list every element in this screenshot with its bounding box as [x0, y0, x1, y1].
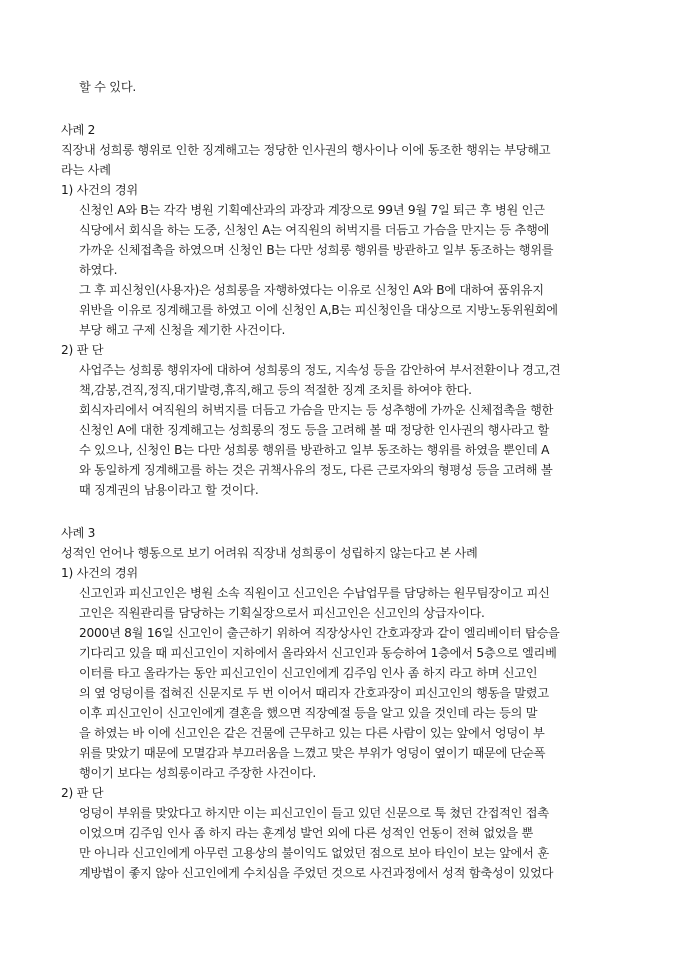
case3-facts-line: 을 하였는 바 이에 신고인은 같은 건물에 근무하고 있는 다른 사람이 있는 앞에서 엉덩이 부	[79, 726, 545, 740]
case2-judgment-line: 사업주는 성희롱 행위자에 대하여 성희롱의 정도, 지속성 등을 감안하여 부서전환이나 경고,견	[79, 363, 561, 377]
case3-facts-line: 신고인과 피신고인은 병원 소속 직원이고 신고인은 수납업무를 담당하는 원무팀장이고 피신	[79, 586, 550, 600]
case2-judgment-line: 신청인 A에 대한 징계해고는 성희롱의 정도 등을 고려해 볼 때 정당한 인사권의 행사라고 할	[79, 423, 550, 437]
case3-judgment-line: 엉덩이 부위를 맞았다고 하지만 이는 피신고인이 들고 있던 신문으로 툭 쳤던 간접적인 접촉	[79, 806, 549, 820]
case3-facts-heading: 1) 사건의 경위	[61, 566, 138, 580]
case2-facts-line: 신청인 A와 B는 각각 병원 기획예산과의 과장과 계장으로 99년 9월 7일 퇴근 후 병원 인근	[79, 203, 545, 217]
case3-facts-line: 기다리고 있을 때 피신고인이 지하에서 올라와서 신고인과 동승하여 1층에서 5층으로 엘리베	[79, 646, 557, 660]
case3-judgment-line: 이었으며 김주임 인사 좀 하지 라는 훈계성 발언 외에 다른 성적인 언동이 전혀 없었을 뿐	[79, 826, 534, 840]
case2-judgment-line: 회식자리에서 여직원의 허벅지를 더듬고 가슴을 만지는 등 성추행에 가까운 신체접촉을 행한	[79, 403, 554, 417]
case2-title: 사례 2	[61, 123, 96, 137]
case2-judgment-line: 와 동일하게 징계해고를 하는 것은 귀책사유의 정도, 다른 근로자와의 형평성 등을 고려해 볼	[79, 463, 553, 477]
case2-summary-line: 직장내 성희롱 행위로 인한 징계해고는 정당한 인사권의 행사이나 이에 동조한 행위는 부당해고	[61, 143, 551, 157]
case2-facts-line: 식당에서 회식을 하는 도중, 신청인 A는 여직원의 허벅지를 더듬고 가슴을 만지는 등 추행에	[79, 223, 550, 237]
case3-judgment-heading: 2) 판 단	[61, 786, 104, 800]
case2-facts-line: 부당 해고 구제 신청을 제기한 사건이다.	[79, 323, 286, 337]
case2-judgment-heading: 2) 판 단	[61, 343, 104, 357]
case3-judgment-line: 만 아니라 신고인에게 아무런 고용상의 불이익도 없었던 점으로 보아 타인이 보는 앞에서 훈	[79, 846, 549, 860]
case3-facts-line: 의 옆 엉덩이를 접혀진 신문지로 두 번 이어서 때리자 간호과장이 피신고인의 행동을 말렸고	[79, 686, 549, 700]
case3-judgment-line: 계방법이 좋지 않아 신고인에게 수치심을 주었던 것으로 사건과정에서 성적 함축성이 있었다	[79, 866, 554, 880]
case3-facts-line: 행이기 보다는 성희롱이라고 주장한 사건이다.	[79, 766, 317, 780]
case3-facts-line: 고인은 직원관리를 담당하는 기획실장으로서 피신고인은 신고인의 상급자이다.	[79, 606, 485, 620]
continuation-line: 할 수 있다.	[79, 80, 136, 94]
case3-facts-line: 2000년 8월 16일 신고인이 출근하기 위하여 직장상사인 간호과장과 같이 엘리베이터 탑승을	[79, 626, 560, 640]
case3-summary-line: 성적인 언어나 행동으로 보기 어려워 직장내 성희롱이 성립하지 않는다고 본 사례	[61, 546, 478, 560]
case2-judgment-line: 수 있으나, 신청인 B는 다만 성희롱 행위를 방관하고 일부 동조하는 행위를 하였을 뿐인데 A	[79, 443, 550, 457]
case2-facts-heading: 1) 사건의 경위	[61, 183, 138, 197]
case2-judgment-line: 때 징계권의 남용이라고 할 것이다.	[79, 483, 259, 497]
case2-summary-line: 라는 사례	[61, 163, 111, 177]
case3-title: 사례 3	[61, 526, 96, 540]
case2-facts-line: 가까운 신체접촉을 하였으며 신청인 B는 다만 성희롱 행위를 방관하고 일부 동조하는 행위를	[79, 243, 554, 257]
case2-facts-line: 위반을 이유로 징계해고를 하였고 이에 신청인 A,B는 피신청인을 대상으로 지방노동위원회에	[79, 303, 558, 317]
case3-facts-line: 이후 피신고인이 신고인에게 결혼을 했으면 직장예절 등을 알고 있을 것인데 라는 등의 말	[79, 706, 538, 720]
case2-facts-line: 하였다.	[79, 263, 118, 277]
case3-facts-line: 이터를 타고 올라가는 동안 피신고인이 신고인에게 김주임 인사 좀 하지 라고 하며 신고인	[79, 666, 538, 680]
case3-facts-line: 위를 맞았기 때문에 모멸감과 부끄러움을 느꼈고 맞은 부위가 엉덩이 옆이기 때문에 단순폭	[79, 746, 546, 760]
case2-judgment-line: 책,감봉,견직,정직,대기발령,휴직,해고 등의 적절한 징계 조치를 하여야 한다.	[79, 383, 472, 397]
case2-facts-line: 그 후 피신청인(사용자)은 성희롱을 자행하였다는 이유로 신청인 A와 B에 대하여 품위유지	[79, 283, 544, 297]
